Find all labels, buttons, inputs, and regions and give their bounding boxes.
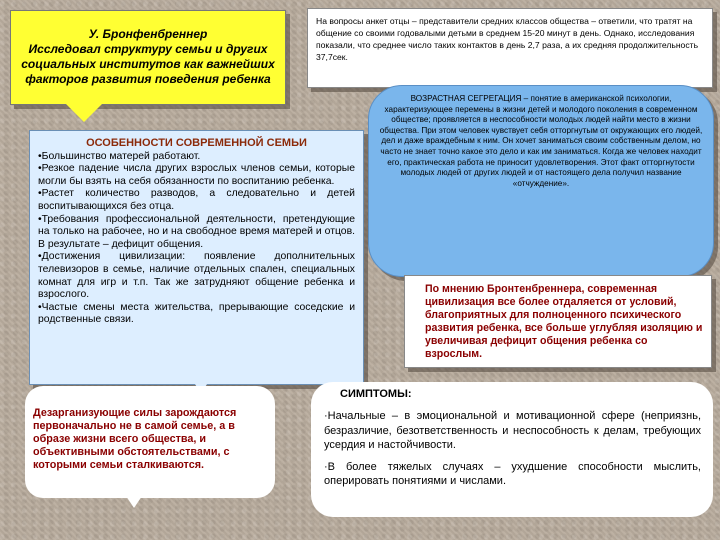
forces-callout-pointer bbox=[126, 496, 142, 508]
features-item: •Большинство матерей работают. bbox=[38, 150, 201, 162]
survey-note-box bbox=[307, 8, 713, 88]
features-item: •Требования профессиональной деятельности, претендующие на только на рабочее, но и на свободное время матерей и отцов. В результате – дефицит общения. bbox=[38, 213, 355, 250]
survey-note-text: На вопросы анкет отцы – представители средних классов общества – ответили, что тратят на общение со своими годовалыми детьми в среднем 15-20 минут в день. Однако, исследования показали, что среднее число таких контактов в день 2,7 раза, а их средняя продолжительность 37,7сек. bbox=[316, 16, 699, 62]
features-item: •Частые смены места жительства, прерывающие соседские и родственные связи. bbox=[38, 301, 355, 326]
bronfenbrenner-description: Исследовал структуру семьи и других социальных институтов как важнейших факторов развития поведения ребенка bbox=[21, 42, 275, 86]
bronfenbrenner-callout bbox=[10, 10, 286, 105]
disorganizing-forces-text: Дезарганизующие силы зарождаются первоначально не в самой семье, а в образе жизни всего общества, и объективными обстоятельствами, с которыми семьи сталкиваются. bbox=[33, 407, 237, 471]
opinion-box bbox=[404, 275, 712, 368]
opinion-text: По мнению Бронтенбреннера, современная цивилизация все более отдаляется от условий, благоприятных для полноценного психического развития ребенка, все больше углубляя изоляцию и увеличивая дефицит общения ребенка со взрослым. bbox=[425, 283, 703, 360]
symptoms-severe-text: ·В более тяжелых случаях – ухудшение способности мыслить, оперировать понятиями и числами. bbox=[324, 460, 701, 488]
bronfenbrenner-name: У. Бронфенбреннер bbox=[88, 27, 208, 41]
features-title: ОСОБЕННОСТИ СОВРЕМЕННОЙ СЕМЬИ bbox=[86, 137, 307, 149]
symptoms-initial-text: ·Начальные – в эмоциональной и мотивационной сфере (неприязнь, безразличие, безответственность и неспособность к делам, требующих усердия и настойчивости. bbox=[324, 410, 701, 452]
symptoms-callout bbox=[311, 382, 713, 517]
modern-family-features-box bbox=[29, 130, 364, 385]
age-segregation-callout bbox=[368, 85, 714, 277]
symptoms-title: СИМПТОМЫ: bbox=[340, 388, 412, 400]
features-item: •Резкое падение числа других взрослых членов семьи, которые могли бы взять на себя обязанности по воспитанию ребенка. bbox=[38, 163, 355, 187]
disorganizing-forces-callout bbox=[25, 386, 275, 498]
bronfenbrenner-callout-pointer bbox=[66, 104, 102, 122]
age-segregation-text: ВОЗРАСТНАЯ СЕГРЕГАЦИЯ – понятие в американской психологии, характеризующее перемены в жизни детей и молодого поколения в современном обществе; проявляется в неспособности молодых людей найти место в жизни общества. При этом человек чувствует себя отторгнутым от окружающих его людей, дел и даже враждебным к ним. Он хочет заниматься своим собственным делом, но часто не знает точно какое это дело и как им заниматься. Когда же человек находит его, практическая работа не приносит удовлетворения. Этот факт отторгнутости молодых людей от других людей и от настоящего дела получил название «отчуждение». bbox=[379, 94, 703, 188]
features-item: •Растет количество разводов, а следовательно и детей воспитывающихся без отца. bbox=[38, 188, 355, 212]
features-item: •Достижения цивилизации: появление дополнительных телевизоров в семье, наличие отдельных спален, специальных комнат для игр и т.п. Так же затрудняют общение ребенка и взрослого. bbox=[38, 251, 355, 301]
